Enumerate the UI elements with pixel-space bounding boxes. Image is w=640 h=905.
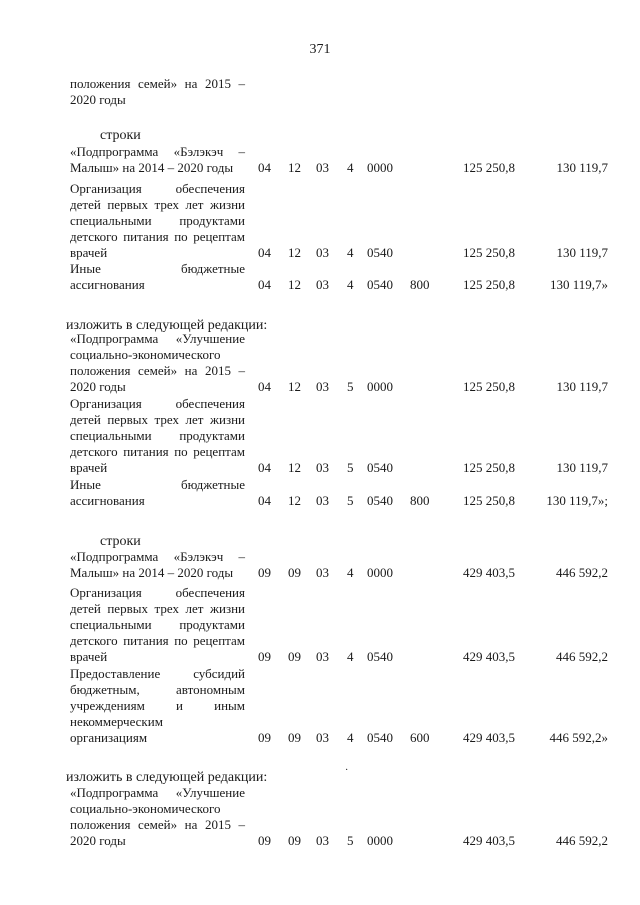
section-heading: строки	[100, 128, 141, 143]
page-number: 371	[309, 42, 331, 57]
row-description: «Подпрограмма «Бэлэкэч – Малыш» на 2014 – 2020 годы	[70, 144, 245, 175]
row-description: Иные бюджетные ассигнования	[70, 477, 245, 508]
row-description: Организация обеспечения детей первых трех лет жизни специальными продуктами детского питания по рецептам врачей	[70, 181, 245, 260]
row-description: Иные бюджетные ассигнования	[70, 261, 245, 292]
stray-mark: ·	[345, 765, 349, 776]
row-description: Организация обеспечения детей первых трех лет жизни специальными продуктами детского питания по рецептам врачей	[70, 396, 245, 475]
intro-text: положения семей» на 2015 – 2020 годы	[70, 76, 245, 107]
row-description: «Подпрограмма «Бэлэкэч – Малыш» на 2014 – 2020 годы	[70, 549, 245, 580]
section-heading: изложить в следующей редакции:	[66, 318, 268, 333]
section-heading: изложить в следующей редакции:	[66, 770, 268, 785]
row-description: «Подпрограмма «Улучшение социально-экономического положения семей» на 2015 – 2020 годы	[70, 331, 245, 394]
row-description: Предоставление субсидий бюджетным, автономным учреждениям и иным некоммерческим организациям	[70, 666, 245, 745]
row-description: Организация обеспечения детей первых трех лет жизни специальными продуктами детского питания по рецептам врачей	[70, 585, 245, 664]
section-heading: строки	[100, 534, 141, 549]
row-description: «Подпрограмма «Улучшение социально-экономического положения семей» на 2015 – 2020 годы	[70, 785, 245, 848]
